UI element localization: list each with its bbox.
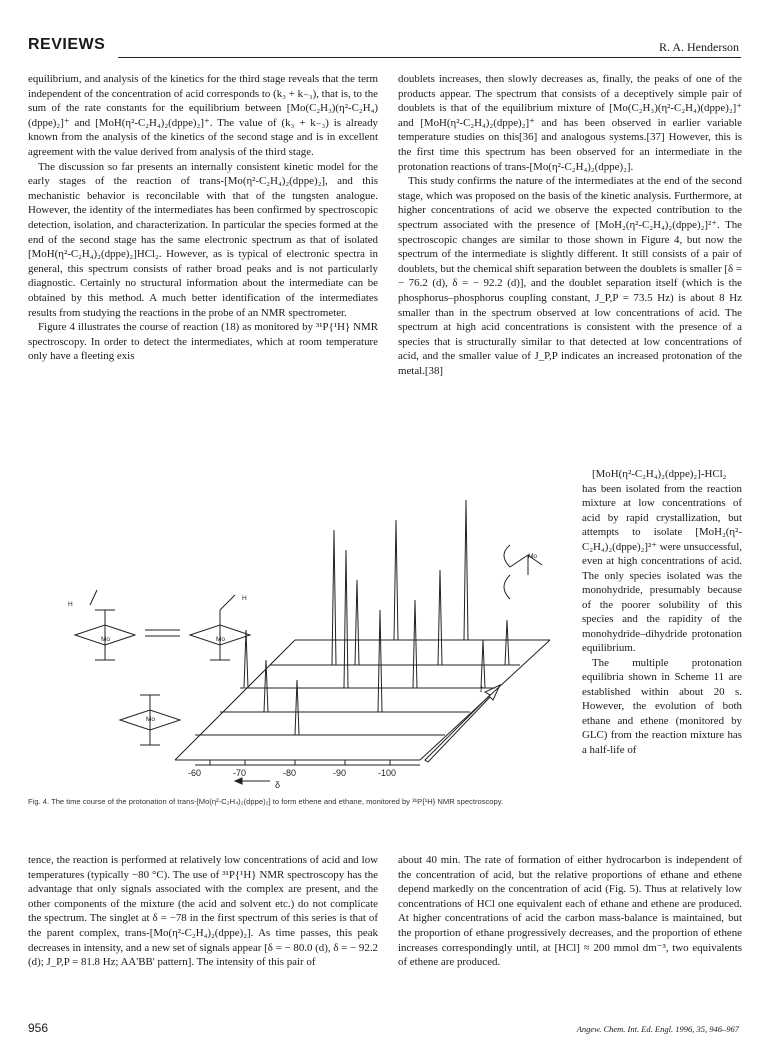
peak — [434, 570, 442, 665]
svg-text:H: H — [68, 601, 73, 608]
running-author: R. A. Henderson — [659, 40, 739, 54]
peak — [410, 600, 417, 688]
peak — [240, 630, 252, 688]
nmr-stack-plot — [30, 490, 575, 790]
section-title: REVIEWS — [28, 36, 106, 53]
svg-text:Mo: Mo — [101, 636, 111, 643]
x-tick-label: -70 — [233, 768, 247, 778]
svg-text:Mo: Mo — [528, 553, 538, 560]
right-column-wrap — [582, 467, 742, 757]
x-tick-label: -90 — [333, 768, 347, 778]
svg-text:Mo: Mo — [216, 636, 226, 643]
peak — [390, 520, 398, 640]
x-axis-label: δ — [275, 780, 281, 790]
peak — [460, 500, 468, 640]
left-column-bottom — [28, 853, 378, 970]
right-column-bottom — [398, 853, 742, 970]
page-number: 956 — [28, 1021, 49, 1035]
x-tick-label: -80 — [283, 768, 297, 778]
paragraph: doublets increases, then slowly decreases as, finally, the peaks of one of the products appear. The spectrum that consists of a deceptively simple pair of doublets is that of the equilibrium mixture of [Mo(C₂H₃)(η²-C₂H₄)(dppe)₂]⁺ and [MoH(η²-C₂H₄)₂(dppe)₂]⁺ and has been observed in earlier variable temperature studies on this[36] and analogous systems.[37] However, this is the first time this spectrum has been observed for an intermediate in the protonation reactions of trans-[Mo(η²-C₂H₄)₂(dppe)₂]. — [398, 73, 742, 173]
nmr-figure — [30, 490, 575, 790]
structure-intermediate — [190, 595, 250, 660]
x-tick-label: -60 — [188, 768, 202, 778]
paragraph: [MoH(η²-C₂H₄)₂(dppe)₂]-HCl₂ has been isolated from the reaction mixture at low concentrations of acid by rapid crystallization, but attempts to isolate [MoH₂(η²-C₂H₄)₂(dppe)₂]²⁺ were unsuccessful, even at high concentrations of acid. The only species isolated was the monohydride, presumably because of the poorer solubility of this species and the rapidity of the monohydride–dihydride protonation equilibrium. — [582, 468, 742, 654]
header-rule — [118, 57, 741, 58]
peak — [328, 530, 336, 665]
svg-text:Mo: Mo — [146, 716, 156, 723]
paragraph: about 40 min. The rate of formation of either hydrocarbon is independent of the concentration of acid, but the relative proportions of ethane and ethene depend markedly on the concentration of acid (Fig. 5). Thus at relatively low concentrations of HCl one equivalent each of ethane and ethene are produced. At higher concentrations of acid the carbon mass-balance is maintained, but the proportion of ethane progressively decreases, and the proportion of ethene increases correspondingly until, at [HCl] ≈ 200 mmol dm⁻³, two equivalents of ethene are produced. — [398, 854, 742, 969]
stack-edge — [175, 640, 295, 760]
peak — [502, 620, 509, 665]
journal-citation: Angew. Chem. Int. Ed. Engl. 1996, 35, 946–967 — [576, 1024, 739, 1034]
time-label: t — [480, 684, 483, 694]
peak — [352, 580, 359, 665]
figure-caption: Fig. 4. The time course of the protonation of trans-[Mo(η²-C₂H₄)₂(dppe)₂] to form ethene and ethane, monitored by ³¹P{¹H} NMR spectroscopy. — [28, 797, 504, 806]
paragraph: The discussion so far presents an internally consistent kinetic model for the early stages of the reaction of trans-[Mo(η²-C₂H₄)₂(dppe)₂], and this mechanistic behavior is reconcilable with that of the tungsten analogue. However, the identity of the intermediates has been confirmed by spectroscopic detection, isolation, and characterization. In particular the species formed at the end of the second stage has the same electronic spectrum as that of isolated [MoH(η²-C₂H₄)₂(dppe)₂]HCl₂. However, as is typical of electronic spectra in general, this spectrum consists of rather broad peaks and is not particularly diagnostic. Certainly no structural information about the intermediate can be obtained by this method. A much better identification of the intermediates results from studying the reactions in the probe of an NMR spectrometer. — [28, 160, 378, 319]
paragraph: tence, the reaction is performed at relatively low concentrations of acid and low temperatures (typically −80 °C). The use of ³¹P{¹H} NMR spectroscopy has the advantage that only signals associated with the complex are present, and the other components of the mixture (the acid and solvent etc.) do not complicate the spectrum. The singlet at δ = −78 in the first spectrum of this series is that of the parent complex, trans-[Mo(η²-C₂H₄)₂(dppe)₂]. As time passes, this peak decreases in intensity, and a new set of signals appear [δ = − 80.0 (d), δ = − 92.2 (d); J_P,P = 81.8 Hz; AA'BB' pattern]. The intensity of this pair of — [28, 854, 378, 969]
structure-parent — [75, 590, 135, 660]
paragraph: This study confirms the nature of the intermediates at the end of the second stage, which was proposed on the basis of the kinetic analysis. Furthermore, at higher concentrations of acid we observe the expected contribution to the spectrum associated with the presence of [MoH₂(η²-C₂H₄)₂(dppe)₂]²⁺. The spectroscopic changes are similar to those shown in Figure 4, but now the spectrum of the intermediate is slightly different. It still consists of a pair of doublets, but the chemical shift separation between the doublets is smaller [δ = − 76.2 (d), δ = − 92.2 (d)], and the doublet separation itself (which is the phosphorus–phosphorus coupling constant, J_P,P = 73.5 Hz) is about 8 Hz smaller than in the spectrum observed at low concentrations of acid. The spectrum at high acid concentrations is consistent with the presence of a species that is structurally similar to that detected at low concentrations of acid, and the smaller value of J_P,P indicates an increased protonation of the metal.[38] — [398, 175, 742, 377]
peak — [375, 610, 382, 712]
time-arrow — [425, 685, 500, 762]
peak — [340, 550, 348, 688]
paragraph: equilibrium, and analysis of the kinetics for the third stage reveals that the term independent of the concentration of acid corresponds to (k₃ + k₋₃), that is, to the sum of the rate constants for the equilibrium between [Mo(C₂H₃)(η²-C₂H₄)(dppe)₂]⁺ and [MoH(η²-C₂H₄)₂(dppe)₂]⁺. The value of (k₃ + k₋₃) is already known from the analysis of the kinetics of the second stage and is in excellent agreement with the value derived from analysis of the third stage. — [28, 73, 378, 158]
peak — [478, 640, 485, 688]
left-column-top — [28, 72, 378, 364]
right-column-top — [398, 72, 742, 378]
x-tick-label: -100 — [378, 768, 397, 778]
svg-text:H: H — [242, 595, 247, 602]
paragraph: The multiple protonation equilibria shown in Scheme 11 are established within about 20 s. However, the evolution of both ethane and ethene (monitored by GLC) from the reaction mixture has a half-life of — [582, 656, 742, 756]
paragraph: Figure 4 illustrates the course of reaction (18) as monitored by ³¹P{¹H} NMR spectroscopy. In order to detect the intermediates, which at room temperature only have a fleeting exis — [28, 321, 378, 363]
peak — [260, 660, 268, 712]
